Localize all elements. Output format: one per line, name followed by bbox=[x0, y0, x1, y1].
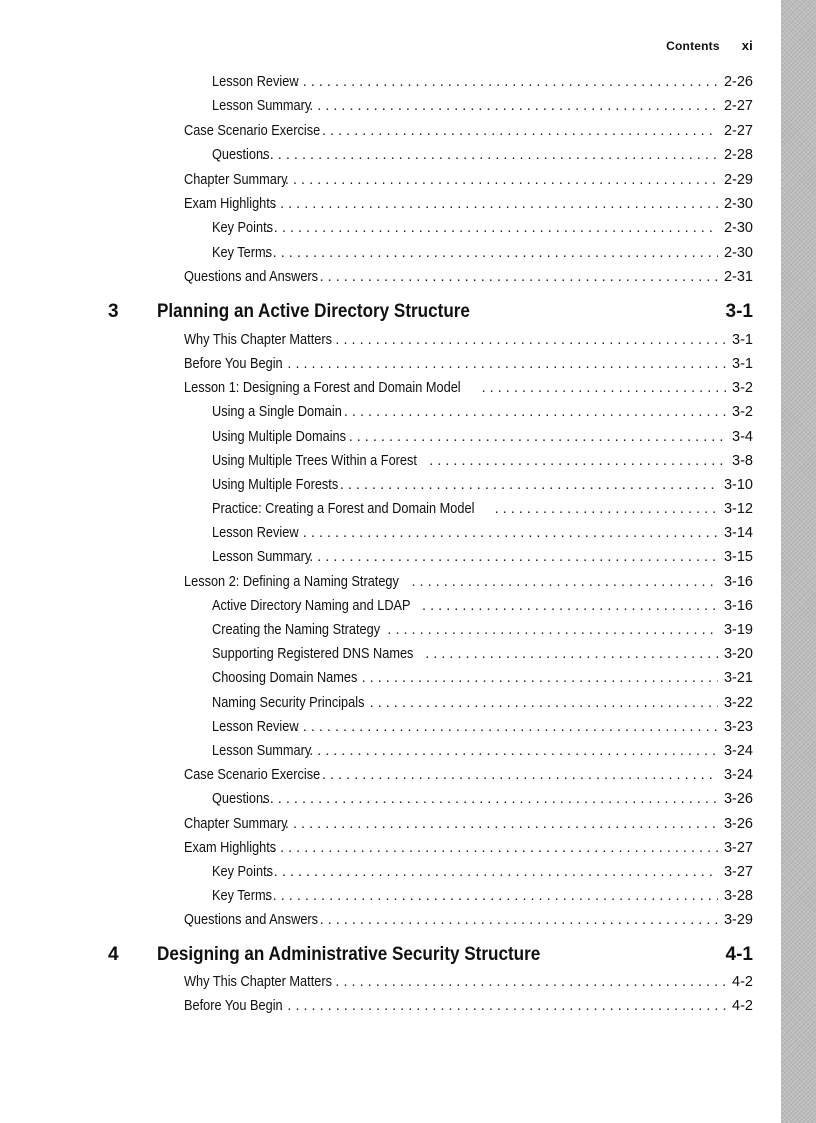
toc-page: 3-22 bbox=[723, 695, 753, 711]
header-section: Contents bbox=[666, 39, 720, 53]
toc-page: 3-8 bbox=[732, 453, 753, 469]
toc-entry[interactable]: Key Points . . . 2-30 bbox=[212, 219, 753, 237]
toc-entry[interactable]: Before You Begin . . . 4-2 bbox=[184, 997, 753, 1015]
toc-page: 4-2 bbox=[732, 998, 753, 1014]
toc-page: 3-15 bbox=[723, 549, 753, 565]
toc-page: 2-30 bbox=[723, 245, 753, 261]
toc-page: 2-30 bbox=[723, 196, 753, 212]
toc-page: 2-30 bbox=[723, 220, 753, 236]
toc-entry[interactable]: Chapter Summary . . . 3-26 bbox=[184, 815, 753, 833]
toc-entry[interactable]: Using a Single Domain . . . 3-2 bbox=[212, 403, 753, 421]
toc-page: 3-21 bbox=[723, 670, 753, 686]
toc-page: 3-27 bbox=[723, 864, 753, 880]
toc-page: 2-31 bbox=[723, 269, 753, 285]
toc-page: 3-23 bbox=[723, 719, 753, 735]
toc-entry[interactable]: Exam Highlights . . . 3-27 bbox=[184, 839, 753, 857]
toc-page: 3-26 bbox=[723, 791, 753, 807]
chapter-page: 4-1 bbox=[725, 944, 753, 965]
toc-page: 3-24 bbox=[723, 743, 753, 759]
chapter-heading[interactable] bbox=[108, 301, 753, 323]
toc-entry[interactable]: Using Multiple Domains . . . 3-4 bbox=[212, 428, 753, 446]
toc-entry[interactable]: Using Multiple Trees Within a Forest . . . 3-8 bbox=[212, 452, 753, 470]
toc-entry[interactable]: Questions and Answers . . . 3-29 bbox=[184, 911, 753, 929]
toc-entry[interactable]: Questions . . . 3-26 bbox=[212, 790, 753, 808]
toc-entry[interactable]: Creating the Naming Strategy . . . 3-19 bbox=[212, 621, 753, 639]
toc-page: 3-16 bbox=[723, 574, 753, 590]
running-header bbox=[666, 38, 753, 53]
toc-entry[interactable]: Using Multiple Forests . . . 3-10 bbox=[212, 476, 753, 494]
toc-page: 3-20 bbox=[723, 646, 753, 662]
chapter-title: Planning an Active Directory Structure bbox=[157, 301, 470, 322]
toc-page: 2-26 bbox=[723, 74, 753, 90]
toc-page: 3-26 bbox=[723, 816, 753, 832]
toc-entry[interactable]: Why This Chapter Matters . . . 4-2 bbox=[184, 973, 753, 991]
toc-page: 3-29 bbox=[723, 912, 753, 928]
toc-entry[interactable]: Lesson Summary . . . 2-27 bbox=[212, 97, 753, 115]
chapter-page: 3-1 bbox=[725, 301, 753, 322]
toc-entry[interactable]: Practice: Creating a Forest and Domain Model . . . 3-12 bbox=[212, 500, 753, 518]
toc-entry[interactable]: Questions and Answers . . . 2-31 bbox=[184, 268, 753, 286]
toc-entry[interactable]: Case Scenario Exercise . . . 2-27 bbox=[184, 122, 753, 140]
toc-entry[interactable]: Supporting Registered DNS Names . . . 3-20 bbox=[212, 645, 753, 663]
page-edge-strip bbox=[781, 0, 816, 1123]
toc-entry[interactable]: Chapter Summary . . . 2-29 bbox=[184, 171, 753, 189]
toc-page: 3-10 bbox=[723, 477, 753, 493]
toc-page: 3-27 bbox=[723, 840, 753, 856]
chapter-heading[interactable] bbox=[108, 944, 753, 966]
toc-page: 3-28 bbox=[723, 888, 753, 904]
chapter-title: Designing an Administrative Security Structure bbox=[157, 944, 541, 965]
toc-entry[interactable]: Lesson Summary . . . 3-15 bbox=[212, 548, 753, 566]
toc-page: 2-27 bbox=[723, 98, 753, 114]
toc-page: 3-2 bbox=[732, 380, 753, 396]
toc-page: 2-27 bbox=[723, 123, 753, 139]
toc-page: 3-19 bbox=[723, 622, 753, 638]
toc-entry[interactable]: Lesson 1: Designing a Forest and Domain Model . . . 3-2 bbox=[184, 379, 753, 397]
toc-page: 3-14 bbox=[723, 525, 753, 541]
chapter-number: 3 bbox=[108, 301, 119, 322]
toc-entry[interactable]: Before You Begin . . . 3-1 bbox=[184, 355, 753, 373]
toc-entry[interactable]: Case Scenario Exercise . . . 3-24 bbox=[184, 766, 753, 784]
chapter-number: 4 bbox=[108, 944, 119, 965]
toc-entry[interactable]: Questions . . . 2-28 bbox=[212, 146, 753, 164]
toc-page: 3-4 bbox=[732, 429, 753, 445]
toc-page: 3-1 bbox=[732, 332, 753, 348]
toc-entry[interactable]: Why This Chapter Matters . . . 3-1 bbox=[184, 331, 753, 349]
toc-entry[interactable]: Key Terms . . . 2-30 bbox=[212, 244, 753, 262]
toc-page: 4-2 bbox=[732, 974, 753, 990]
toc-entry[interactable]: Lesson Review . . . 3-14 bbox=[212, 524, 753, 542]
toc-entry[interactable]: Naming Security Principals . . . 3-22 bbox=[212, 694, 753, 712]
toc-entry[interactable]: Exam Highlights . . . 2-30 bbox=[184, 195, 753, 213]
toc-entry[interactable]: Lesson Review . . . 3-23 bbox=[212, 718, 753, 736]
toc-page: 3-2 bbox=[732, 404, 753, 420]
toc-page: 2-28 bbox=[723, 147, 753, 163]
toc-entry[interactable]: Key Terms . . . 3-28 bbox=[212, 887, 753, 905]
header-page-number: xi bbox=[741, 38, 753, 53]
toc-page: 3-12 bbox=[723, 501, 753, 517]
toc-entry[interactable]: Active Directory Naming and LDAP . . . 3-16 bbox=[212, 597, 753, 615]
toc-entry[interactable]: Choosing Domain Names . . . 3-21 bbox=[212, 669, 753, 687]
toc-entry[interactable]: Lesson Review . . . 2-26 bbox=[212, 73, 753, 91]
toc-entry[interactable]: Lesson 2: Defining a Naming Strategy . . . 3-16 bbox=[184, 573, 753, 591]
toc-page: 2-29 bbox=[723, 172, 753, 188]
toc-page: 3-24 bbox=[723, 767, 753, 783]
toc-page: 3-16 bbox=[723, 598, 753, 614]
toc-entry[interactable]: Key Points . . . 3-27 bbox=[212, 863, 753, 881]
toc-page: 3-1 bbox=[732, 356, 753, 372]
toc-entry[interactable]: Lesson Summary . . . 3-24 bbox=[212, 742, 753, 760]
